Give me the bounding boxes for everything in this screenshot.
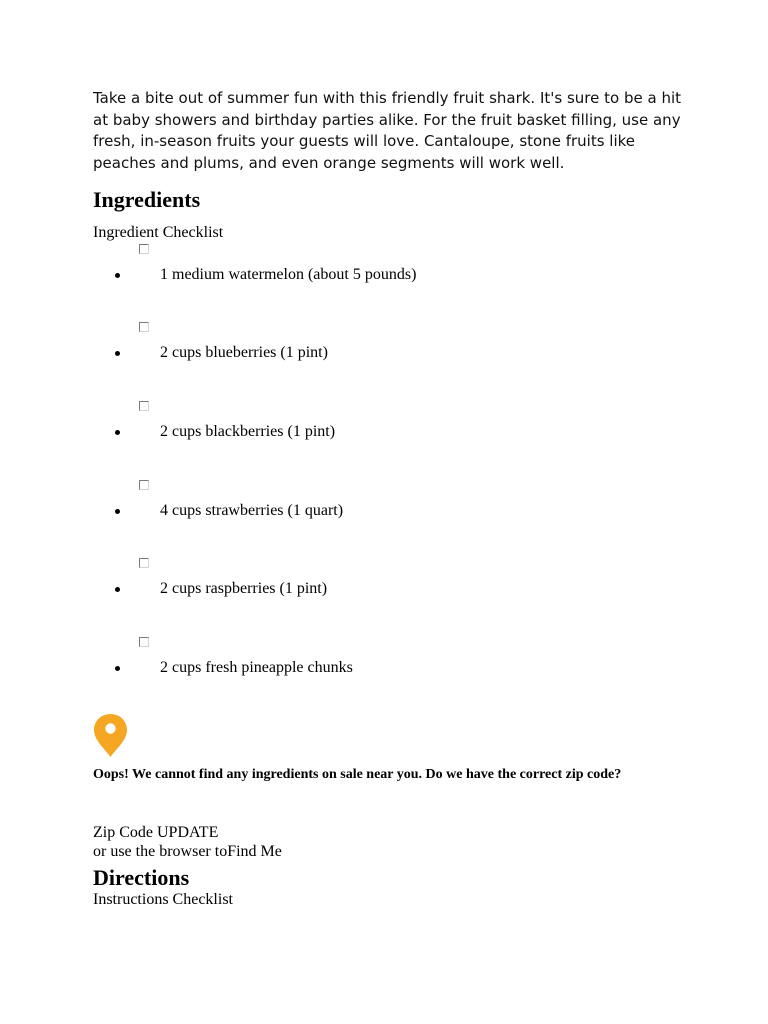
ingredients-heading: Ingredients: [93, 187, 201, 212]
ingredient-checkbox[interactable]: [139, 244, 149, 254]
ingredient-text: 4 cups strawberries (1 quart): [160, 502, 344, 519]
instructions-checklist-label: Instructions Checklist: [93, 891, 233, 908]
ingredient-item: [0, 480, 768, 540]
update-button[interactable]: UPDATE: [157, 824, 219, 841]
ingredient-text: 2 cups raspberries (1 pint): [160, 580, 328, 597]
location-pin-shape: [94, 714, 127, 757]
ingredient-checkbox[interactable]: [139, 401, 149, 411]
find-me-button[interactable]: Find Me: [227, 843, 282, 860]
bullet-icon: [115, 509, 120, 514]
ingredient-item: [0, 558, 768, 618]
ingredient-item: [0, 322, 768, 382]
ingredient-checkbox[interactable]: [139, 558, 149, 568]
ingredient-text: 2 cups blackberries (1 pint): [160, 423, 336, 440]
bullet-icon: [115, 351, 120, 356]
ingredient-item: [0, 244, 768, 304]
bullet-icon: [115, 666, 120, 671]
ingredient-checkbox[interactable]: [139, 480, 149, 490]
bullet-icon: [115, 430, 120, 435]
zip-code-row: [93, 823, 218, 842]
bullet-icon: [115, 273, 120, 278]
location-pin-icon: [93, 713, 128, 758]
ingredient-item: [0, 637, 768, 697]
ingredient-text: 1 medium watermelon (about 5 pounds): [160, 266, 417, 283]
zip-code-label: Zip Code: [93, 824, 153, 841]
location-pin-hole: [105, 723, 115, 733]
location-message: Oops! We cannot find any ingredients on sale near you. Do we have the correct zip code?: [93, 767, 622, 782]
bullet-icon: [115, 587, 120, 592]
find-me-row: [93, 842, 282, 861]
ingredient-checkbox[interactable]: [139, 637, 149, 647]
directions-heading: Directions: [93, 865, 190, 890]
ingredient-checklist-label: Ingredient Checklist: [93, 224, 224, 241]
ingredient-text: 2 cups fresh pineapple chunks: [160, 659, 353, 676]
browser-text: or use the browser to: [93, 843, 228, 860]
ingredient-checkbox[interactable]: [139, 322, 149, 332]
ingredient-item: [0, 401, 768, 461]
ingredient-text: 2 cups blueberries (1 pint): [160, 344, 328, 361]
recipe-intro: Take a bite out of summer fun with this friendly fruit shark. It's sure to be a hit at baby showers and birthday parties alike. For the fruit basket filling, use any fresh, in-season fruits your guests will love. Cantaloupe, stone fruits like peaches and plums, and even orange segments will work well.: [93, 89, 681, 173]
